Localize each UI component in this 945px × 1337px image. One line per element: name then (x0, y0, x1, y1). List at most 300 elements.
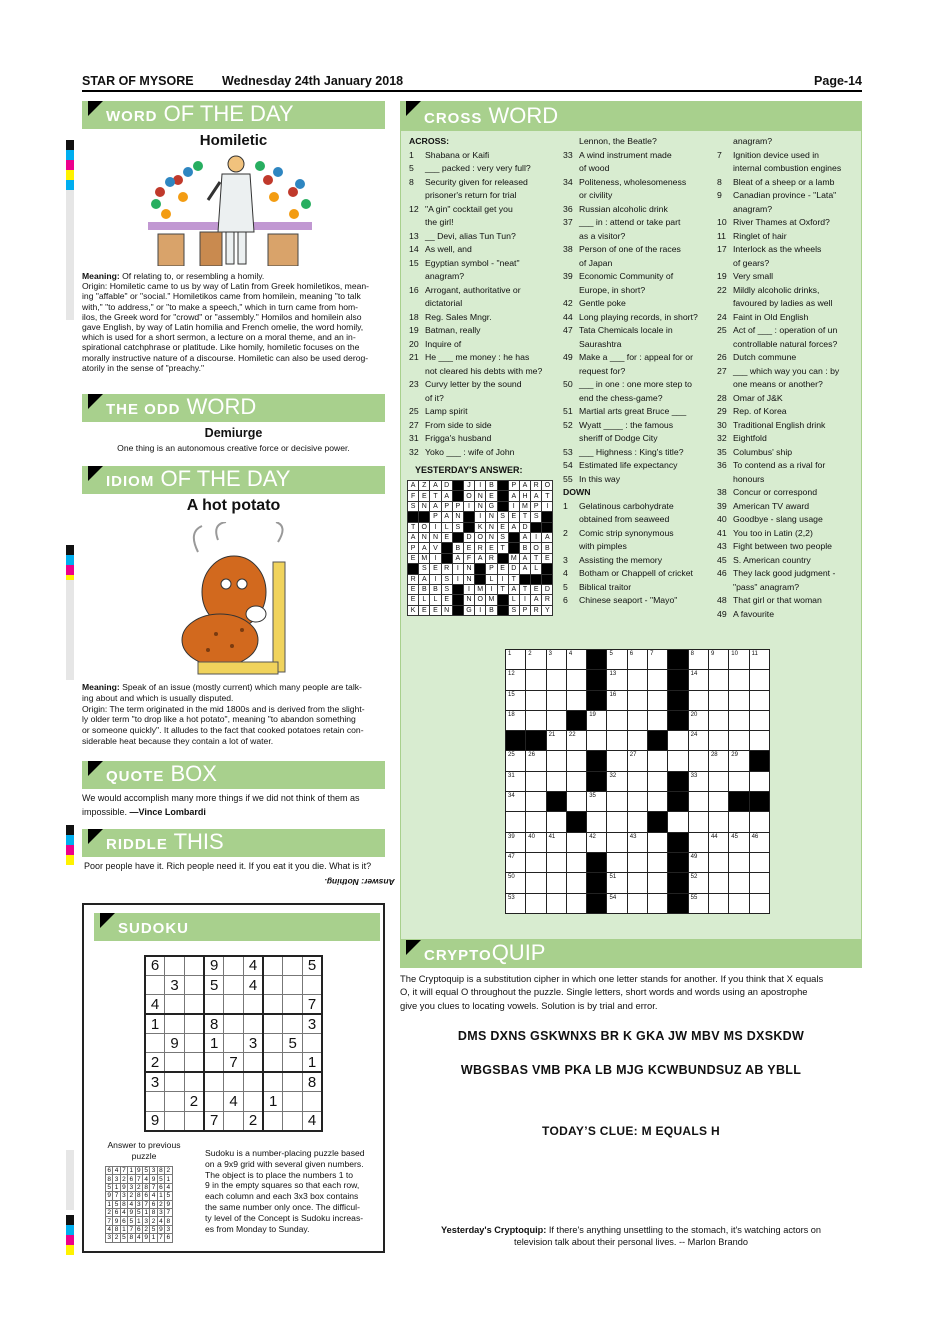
grid-cell[interactable]: 3 (546, 650, 566, 670)
grid-cell[interactable]: 40 (526, 832, 546, 852)
grid-cell[interactable] (708, 690, 728, 710)
sudoku-cell[interactable]: 6 (145, 956, 165, 975)
grid-cell[interactable] (688, 792, 708, 812)
grid-cell[interactable]: 52 (688, 873, 708, 893)
sudoku-cell[interactable] (165, 956, 185, 975)
sudoku-cell[interactable] (204, 1072, 224, 1091)
sudoku-cell[interactable] (263, 995, 283, 1014)
grid-cell[interactable]: 2 (526, 650, 546, 670)
sudoku-cell[interactable]: 3 (243, 1034, 263, 1053)
grid-cell[interactable] (526, 873, 546, 893)
sudoku-cell[interactable]: 3 (165, 975, 185, 994)
grid-row (506, 650, 770, 670)
grid-cell[interactable] (607, 812, 627, 832)
sudoku-cell[interactable]: 5 (283, 1034, 303, 1053)
answer-cell: R (475, 543, 486, 553)
sudoku-cell[interactable]: 2 (184, 1092, 204, 1111)
grid-cell[interactable] (688, 812, 708, 832)
grid-cell[interactable] (648, 832, 668, 852)
sudoku-cell[interactable] (184, 956, 204, 975)
clue-text: Gelatinous carbohydrate (579, 500, 674, 511)
answer-cell: D (542, 584, 553, 594)
grid-cell[interactable] (546, 852, 566, 872)
clue-number (717, 378, 733, 392)
grid-cell[interactable] (729, 852, 749, 872)
grid-cell[interactable] (607, 710, 627, 730)
grid-cell[interactable] (729, 690, 749, 710)
grid-cell[interactable] (566, 832, 586, 852)
sudoku-cell[interactable] (165, 1014, 185, 1033)
sudoku-cell[interactable]: 2 (145, 1053, 165, 1072)
clue-text: Martial arts great Bruce ___ (579, 406, 687, 416)
clue-number: 14 (409, 244, 419, 254)
grid-cell[interactable] (526, 690, 546, 710)
grid-cell[interactable] (546, 812, 566, 832)
sudoku-cell[interactable] (263, 1014, 283, 1033)
grid-cell[interactable]: 12 (506, 670, 526, 690)
grid-cell[interactable] (648, 670, 668, 690)
clue-line (563, 419, 711, 433)
answer-cell: I (508, 501, 519, 511)
grid-cell[interactable] (627, 812, 647, 832)
sudoku-cell[interactable] (303, 975, 323, 994)
sudoku-cell[interactable] (184, 1111, 204, 1130)
grid-cell[interactable] (729, 670, 749, 690)
sudoku-cell[interactable]: 1 (263, 1092, 283, 1111)
grid-cell[interactable] (526, 670, 546, 690)
word-of-the-day-definition: Meaning: Of relating to, or resembling a homily. Origin: Homiletic came to us by way of Latin from Greek homiletikos, mean- ing "affable" or "social." Homiletikos came from homilein, meaning "to talk with," "to address," or "to make a speech," which in turn came from hom- ilos, the Greek word for "crowd" or "assembly." Homilos and homilein also gave English, by way of Latin homilia and French omelie, the word homily, which is used for a short sermon, a lecture on a moral theme, and an in- spirational catchphrase or platitude. Like homily, homiletic focuses on the morally instructive nature of a discourse. Homiletic can also be used derog- atorily in the sense of "preachy." (82, 271, 370, 373)
sudoku-cell: 5 (144, 1167, 148, 1175)
clue-line (717, 446, 859, 460)
color-registration-mark (66, 140, 74, 190)
clue-number: 49 (717, 608, 727, 619)
grid-cell[interactable] (546, 690, 566, 710)
grid-cell[interactable] (708, 792, 728, 812)
sudoku-description: Sudoku is a number-placing puzzle based on a 9x9 grid with several given numbers. The object is to place the numbers 1 to 9 in the empty squares so that each row, each column and each 3x3 box contains the same number only once. The difficul- ty level of the Concept is Sudoku increas- es from Monday to Sunday. (205, 1148, 365, 1234)
grid-cell[interactable] (648, 873, 668, 893)
sudoku-cell: 8 (122, 1200, 126, 1208)
sudoku-cell[interactable]: 4 (303, 1111, 323, 1130)
sudoku-cell[interactable] (303, 1034, 323, 1053)
sudoku-cell[interactable] (263, 956, 283, 975)
answer-cell: A (508, 491, 519, 501)
sudoku-cell[interactable] (224, 1072, 244, 1091)
idiom-phrase: A hot potato (186, 497, 281, 514)
clue-text: prisoner's return for trial (425, 190, 517, 200)
crossword-grid[interactable] (505, 649, 770, 914)
grid-cell[interactable]: 45 (729, 832, 749, 852)
sudoku-cell[interactable]: 9 (204, 956, 224, 975)
grid-cell[interactable] (526, 893, 546, 913)
grid-cell[interactable]: 21 (546, 731, 566, 751)
grid-cell[interactable] (708, 731, 728, 751)
clue-line (563, 351, 711, 365)
sudoku-cell[interactable] (263, 1053, 283, 1072)
grid-cell[interactable] (729, 771, 749, 791)
grid-cell[interactable] (688, 832, 708, 852)
grid-cell[interactable]: 6 (627, 650, 647, 670)
clue-line (409, 216, 557, 230)
sudoku-cell[interactable]: 4 (243, 956, 263, 975)
grid-cell[interactable] (607, 751, 627, 771)
sudoku-cell[interactable] (303, 1092, 323, 1111)
grid-cell[interactable]: 14 (688, 670, 708, 690)
sudoku-cell[interactable] (165, 1092, 185, 1111)
grid-cell[interactable] (648, 751, 668, 771)
grid-cell[interactable]: 46 (749, 832, 769, 852)
grid-cell[interactable]: 29 (729, 751, 749, 771)
grid-cell[interactable] (729, 731, 749, 751)
grid-cell[interactable]: 32 (607, 771, 627, 791)
answer-cell: F (463, 553, 474, 563)
clue-number: 5 (409, 163, 414, 173)
grid-cell[interactable]: 54 (607, 893, 627, 913)
grid-cell[interactable]: 49 (688, 852, 708, 872)
clue-number (717, 581, 733, 595)
answer-row (408, 574, 553, 584)
sudoku-cell[interactable] (224, 956, 244, 975)
grid-cell[interactable] (729, 893, 749, 913)
grid-cell[interactable] (749, 690, 769, 710)
sudoku-cell[interactable] (283, 956, 303, 975)
clue-line (563, 203, 711, 217)
grid-cell[interactable]: 42 (587, 832, 607, 852)
grid-cell[interactable]: 4 (566, 650, 586, 670)
grid-cell[interactable]: 1 (506, 650, 526, 670)
sudoku-cell[interactable] (243, 1053, 263, 1072)
sudoku-cell: 1 (129, 1167, 134, 1175)
grid-cell[interactable] (627, 771, 647, 791)
grid-cell[interactable] (708, 893, 728, 913)
clue-number (409, 365, 425, 379)
sudoku-cell[interactable]: 7 (204, 1111, 224, 1130)
grid-cell[interactable]: 44 (708, 832, 728, 852)
answer-cell: E (486, 491, 497, 501)
sudoku-cell[interactable] (204, 1053, 224, 1072)
sudoku-cell[interactable] (204, 995, 224, 1014)
grid-cell[interactable]: 11 (749, 650, 769, 670)
grid-cell[interactable] (627, 690, 647, 710)
sudoku-cell: 2 (144, 1225, 148, 1233)
grid-cell[interactable]: 34 (506, 792, 526, 812)
sudoku-cell[interactable] (263, 1034, 283, 1053)
grid-cell[interactable] (668, 751, 688, 771)
grid-cell[interactable]: 51 (607, 873, 627, 893)
clue-line (717, 513, 859, 527)
grid-cell[interactable] (627, 792, 647, 812)
sudoku-cell[interactable] (243, 1014, 263, 1033)
sudoku-cell[interactable] (224, 1111, 244, 1130)
grid-cell[interactable]: 47 (506, 852, 526, 872)
grid-cell[interactable] (546, 670, 566, 690)
grid-cell[interactable] (749, 893, 769, 913)
sudoku-cell[interactable] (283, 1092, 303, 1111)
sudoku-cell[interactable] (184, 975, 204, 994)
grid-cell[interactable] (526, 710, 546, 730)
clue-line (563, 405, 711, 419)
sudoku-cell[interactable] (145, 975, 165, 994)
yesterday-crossword-answer (407, 480, 553, 616)
grid-cell[interactable] (627, 873, 647, 893)
answer-cell (542, 564, 553, 574)
clue-number (717, 162, 733, 176)
sudoku-cell[interactable]: 9 (165, 1034, 185, 1053)
clue-line (717, 540, 859, 554)
clue-text: "pass" anagram? (733, 581, 800, 592)
sudoku-cell[interactable] (165, 1111, 185, 1130)
clue-number: 28 (717, 392, 727, 403)
sudoku-cell[interactable] (283, 1053, 303, 1072)
sudoku-cell[interactable]: 8 (204, 1014, 224, 1033)
gray-strip (66, 580, 74, 680)
sudoku-cell[interactable] (165, 1072, 185, 1091)
grid-cell[interactable] (648, 771, 668, 791)
sudoku-cell[interactable]: 7 (224, 1053, 244, 1072)
grid-cell[interactable] (526, 792, 546, 812)
sudoku-cell[interactable] (263, 975, 283, 994)
grid-cell[interactable] (566, 751, 586, 771)
grid-cell[interactable] (668, 812, 688, 832)
sudoku-cell[interactable] (184, 1014, 204, 1033)
sudoku-cell[interactable] (145, 1092, 165, 1111)
sudoku-cell[interactable] (145, 1034, 165, 1053)
grid-cell[interactable] (607, 731, 627, 751)
grid-cell[interactable] (526, 852, 546, 872)
grid-cell[interactable]: 25 (506, 751, 526, 771)
grid-cell[interactable] (566, 873, 586, 893)
sudoku-cell[interactable] (184, 1072, 204, 1091)
grid-cell[interactable]: 53 (506, 893, 526, 913)
answer-cell: L (419, 595, 430, 605)
answer-cell: B (486, 605, 497, 615)
sudoku-cell[interactable] (283, 995, 303, 1014)
sudoku-cell[interactable]: 1 (303, 1053, 323, 1072)
answer-cell: T (508, 574, 519, 584)
sudoku-cell[interactable] (224, 1014, 244, 1033)
answer-cell (519, 574, 530, 584)
grid-cell[interactable]: 9 (708, 650, 728, 670)
grid-cell[interactable]: 43 (627, 832, 647, 852)
grid-cell[interactable]: 18 (506, 710, 526, 730)
sudoku-cell[interactable] (165, 1053, 185, 1072)
grid-cell[interactable] (587, 731, 607, 751)
grid-cell[interactable]: 26 (526, 751, 546, 771)
answer-cell: N (486, 522, 497, 532)
grid-cell[interactable] (668, 731, 688, 751)
sudoku-cell[interactable]: 4 (243, 975, 263, 994)
grid-cell[interactable] (627, 731, 647, 751)
clue-number: 18 (409, 311, 419, 322)
sudoku-cell[interactable]: 3 (303, 1014, 323, 1033)
clue-line (563, 135, 711, 149)
grid-cell[interactable] (506, 812, 526, 832)
grid-cell[interactable]: 24 (688, 731, 708, 751)
grid-cell[interactable] (627, 852, 647, 872)
grid-cell[interactable] (648, 893, 668, 913)
clue-number: 46 (717, 568, 727, 578)
grid-cell[interactable]: 50 (506, 873, 526, 893)
grid-cell[interactable] (566, 670, 586, 690)
sudoku-cell[interactable]: 9 (145, 1111, 165, 1130)
sudoku-cell[interactable]: 5 (303, 956, 323, 975)
grid-cell[interactable] (749, 670, 769, 690)
grid-cell[interactable]: 28 (708, 751, 728, 771)
grid-cell[interactable]: 13 (607, 670, 627, 690)
grid-cell[interactable] (729, 710, 749, 730)
grid-cell[interactable] (627, 710, 647, 730)
grid-cell[interactable] (566, 792, 586, 812)
sudoku-cell: 9 (129, 1209, 134, 1217)
sudoku-cell[interactable] (224, 1034, 244, 1053)
sudoku-cell[interactable]: 7 (303, 995, 323, 1014)
clue-text: As well, and (425, 244, 472, 254)
sudoku-cell: 4 (166, 1183, 171, 1191)
grid-cell[interactable] (566, 771, 586, 791)
sudoku-cell[interactable] (283, 1014, 303, 1033)
grid-cell[interactable] (648, 792, 668, 812)
sudoku-cell[interactable]: 8 (303, 1072, 323, 1091)
clue-text: American TV award (733, 500, 810, 511)
sudoku-cell[interactable] (224, 975, 244, 994)
grid-cell[interactable] (708, 812, 728, 832)
grid-cell[interactable] (708, 873, 728, 893)
sudoku-cell[interactable] (204, 1092, 224, 1111)
grid-cell[interactable] (648, 690, 668, 710)
grid-cell[interactable]: 22 (566, 731, 586, 751)
answer-cell: A (519, 564, 530, 574)
grid-cell[interactable] (648, 710, 668, 730)
sudoku-cell[interactable]: 5 (204, 975, 224, 994)
sudoku-cell: 6 (166, 1234, 171, 1242)
grid-cell[interactable] (708, 710, 728, 730)
grid-cell[interactable] (587, 812, 607, 832)
grid-cell[interactable] (627, 670, 647, 690)
grid-row (506, 751, 770, 771)
grid-cell[interactable]: 41 (546, 832, 566, 852)
sudoku-cell[interactable]: 4 (145, 995, 165, 1014)
black-cell (648, 731, 668, 751)
grid-cell[interactable]: 27 (627, 751, 647, 771)
grid-cell[interactable]: 5 (607, 650, 627, 670)
grid-cell[interactable] (607, 852, 627, 872)
sudoku-cell[interactable] (184, 995, 204, 1014)
sudoku-cell[interactable] (165, 995, 185, 1014)
clue-line (563, 473, 711, 487)
grid-cell[interactable] (648, 852, 668, 872)
answer-cell (475, 564, 486, 574)
clue-text: Bleat of a sheep or a lamb (733, 176, 835, 187)
sudoku-cell[interactable]: 4 (224, 1092, 244, 1111)
grid-cell[interactable]: 10 (729, 650, 749, 670)
grid-cell[interactable] (729, 873, 749, 893)
sudoku-cell[interactable] (184, 1034, 204, 1053)
grid-cell[interactable] (627, 893, 647, 913)
grid-cell[interactable] (708, 670, 728, 690)
grid-cell[interactable] (749, 710, 769, 730)
sudoku-cell[interactable] (243, 1092, 263, 1111)
grid-cell[interactable] (749, 771, 769, 791)
grid-cell[interactable] (546, 771, 566, 791)
sudoku-cell[interactable] (283, 1072, 303, 1091)
clue-text: Wyatt ____ : the famous (579, 419, 674, 430)
grid-cell[interactable]: 8 (688, 650, 708, 670)
grid-cell[interactable] (546, 893, 566, 913)
grid-cell[interactable]: 39 (506, 832, 526, 852)
sudoku-cell[interactable] (243, 1072, 263, 1091)
clue-number: 7 (717, 149, 722, 160)
grid-cell[interactable] (607, 832, 627, 852)
grid-cell[interactable] (546, 710, 566, 730)
sudoku-cell[interactable] (283, 1111, 303, 1130)
grid-cell[interactable] (526, 771, 546, 791)
black-cell (587, 771, 607, 791)
clue-text: Biblical traitor (579, 581, 632, 592)
answer-cell: Y (542, 605, 553, 615)
grid-cell[interactable]: 15 (506, 690, 526, 710)
sudoku-cell[interactable] (283, 975, 303, 994)
black-cell (668, 690, 688, 710)
grid-cell[interactable] (688, 690, 708, 710)
grid-cell[interactable]: 35 (587, 792, 607, 812)
grid-row (506, 873, 770, 893)
sudoku-cell[interactable]: 3 (145, 1072, 165, 1091)
grid-cell[interactable]: 16 (607, 690, 627, 710)
grid-cell[interactable]: 55 (688, 893, 708, 913)
sudoku-cell: 4 (129, 1200, 134, 1208)
grid-cell[interactable] (708, 852, 728, 872)
sudoku-cell[interactable] (263, 1111, 283, 1130)
grid-cell[interactable]: 7 (648, 650, 668, 670)
grid-cell[interactable] (546, 751, 566, 771)
grid-cell[interactable]: 31 (506, 771, 526, 791)
answer-row (408, 584, 553, 594)
grid-cell[interactable] (749, 873, 769, 893)
answer-row (408, 595, 553, 605)
grid-cell[interactable] (749, 812, 769, 832)
answer-cell: K (408, 605, 419, 615)
answer-cell (508, 532, 519, 542)
grid-cell[interactable] (526, 812, 546, 832)
grid-cell[interactable] (607, 792, 627, 812)
grid-cell[interactable]: 19 (587, 710, 607, 730)
sudoku-cell[interactable]: 1 (145, 1014, 165, 1033)
yesterday-answer-label: YESTERDAY'S ANSWER: (415, 465, 523, 475)
grid-cell[interactable] (566, 690, 586, 710)
sudoku-cell[interactable] (243, 995, 263, 1014)
grid-cell[interactable]: 20 (688, 710, 708, 730)
grid-cell[interactable] (688, 751, 708, 771)
sudoku-cell[interactable] (184, 1053, 204, 1072)
answer-cell: E (419, 605, 430, 615)
grid-cell[interactable] (566, 893, 586, 913)
yesterday-cryptoquip: Yesterday's Cryptoquip: If there's anything unsettling to the stomach, it's watching actors on television talk about their personal lives. -- Marlon Brando (440, 1225, 821, 1248)
grid-cell[interactable] (729, 812, 749, 832)
sudoku-cell[interactable]: 1 (204, 1034, 224, 1053)
sudoku-cell[interactable] (224, 995, 244, 1014)
grid-cell[interactable]: 33 (688, 771, 708, 791)
clue-text: That girl or that woman (733, 595, 822, 605)
sudoku-cell[interactable] (263, 1072, 283, 1091)
grid-cell[interactable] (546, 873, 566, 893)
grid-cell[interactable] (566, 852, 586, 872)
sudoku-cell[interactable]: 2 (243, 1111, 263, 1130)
grid-cell[interactable] (708, 771, 728, 791)
sudoku-grid[interactable] (144, 955, 323, 1132)
clue-line (717, 405, 859, 419)
answer-cell: A (419, 543, 430, 553)
grid-cell[interactable] (749, 731, 769, 751)
grid-cell[interactable] (749, 852, 769, 872)
